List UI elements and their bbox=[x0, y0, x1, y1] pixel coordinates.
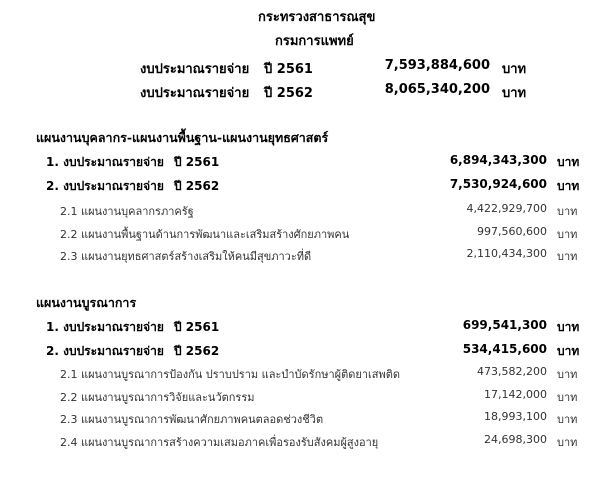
section-row-year: ปี 2562 bbox=[174, 344, 220, 358]
ministry-title: กระทรวงสาธารณสุข bbox=[258, 10, 376, 25]
subrow-amount: 17,142,000 bbox=[484, 388, 547, 401]
subrow-amount: 4,422,929,700 bbox=[466, 202, 547, 215]
subrow-label: 2.2 แผนงานบูรณาการวิจัยและนวัตกรรม bbox=[60, 391, 255, 404]
subrow-unit: บาท bbox=[557, 413, 578, 426]
subrow-unit: บาท bbox=[557, 205, 578, 218]
section-title: แผนงานบูรณาการ bbox=[36, 295, 137, 310]
subrow-amount: 473,582,200 bbox=[477, 365, 547, 378]
section-row-amount: 699,541,300 bbox=[462, 318, 547, 332]
subrow-label: 2.3 แผนงานยุทธศาสตร์สร้างเสริมให้คนมีสุขภาวะที่ดี bbox=[60, 250, 312, 263]
section-row-unit: บาท bbox=[557, 320, 580, 334]
subrow-label: 2.2 แผนงานพื้นฐานด้านการพัฒนาและเสริมสร้างศักยภาพคน bbox=[60, 228, 350, 241]
subrow-label: 2.3 แผนงานบูรณาการพัฒนาศักยภาพคนตลอดช่วงชีวิต bbox=[60, 413, 324, 426]
subrow-unit: บาท bbox=[557, 368, 578, 381]
section-row-unit: บาท bbox=[557, 344, 580, 358]
subrow-amount: 24,698,300 bbox=[484, 433, 547, 446]
section-row-label: 2. งบประมาณรายจ่าย bbox=[46, 179, 164, 193]
subrow-unit: บาท bbox=[557, 228, 578, 241]
subrow-label: 2.1 แผนงานบูรณาการป้องกัน ปราบปราม และบำบัดรักษาผู้ติดยาเสพติด bbox=[60, 368, 401, 381]
total-2562-label: งบประมาณรายจ่าย bbox=[140, 86, 250, 101]
subrow-unit: บาท bbox=[557, 250, 578, 263]
section-row-amount: 7,530,924,600 bbox=[449, 177, 547, 191]
section-row-unit: บาท bbox=[557, 155, 580, 169]
subrow-unit: บาท bbox=[557, 436, 578, 449]
total-2562-unit: บาท bbox=[502, 86, 527, 101]
total-2561-amount: 7,593,884,600 bbox=[384, 58, 490, 73]
subrow-label: 2.1 แผนงานบุคลากรภาครัฐ bbox=[60, 205, 194, 218]
subrow-amount: 18,993,100 bbox=[484, 410, 547, 423]
subrow-label: 2.4 แผนงานบูรณาการสร้างความเสมอภาคเพื่อรองรับสังคมผู้สูงอายุ bbox=[60, 436, 379, 449]
section-row-unit: บาท bbox=[557, 179, 580, 193]
section-row-year: ปี 2562 bbox=[174, 179, 220, 193]
department-title: กรมการแพทย์ bbox=[275, 34, 354, 49]
total-2561-year: ปี 2561 bbox=[264, 62, 313, 77]
section-row-amount: 6,894,343,300 bbox=[449, 153, 547, 167]
total-2561-unit: บาท bbox=[502, 62, 527, 77]
section-row-label: 2. งบประมาณรายจ่าย bbox=[46, 344, 164, 358]
total-2562-year: ปี 2562 bbox=[264, 86, 313, 101]
total-2562-amount: 8,065,340,200 bbox=[384, 82, 490, 97]
subrow-unit: บาท bbox=[557, 391, 578, 404]
section-row-year: ปี 2561 bbox=[174, 320, 220, 334]
section-title: แผนงานบุคลากร-แผนงานพื้นฐาน-แผนงานยุทธศาสตร์ bbox=[36, 130, 329, 145]
section-row-label: 1. งบประมาณรายจ่าย bbox=[46, 155, 164, 169]
subrow-amount: 997,560,600 bbox=[477, 225, 547, 238]
section-row-year: ปี 2561 bbox=[174, 155, 220, 169]
total-2561-label: งบประมาณรายจ่าย bbox=[140, 62, 250, 77]
section-row-label: 1. งบประมาณรายจ่าย bbox=[46, 320, 164, 334]
section-row-amount: 534,415,600 bbox=[462, 342, 547, 356]
subrow-amount: 2,110,434,300 bbox=[466, 247, 547, 260]
